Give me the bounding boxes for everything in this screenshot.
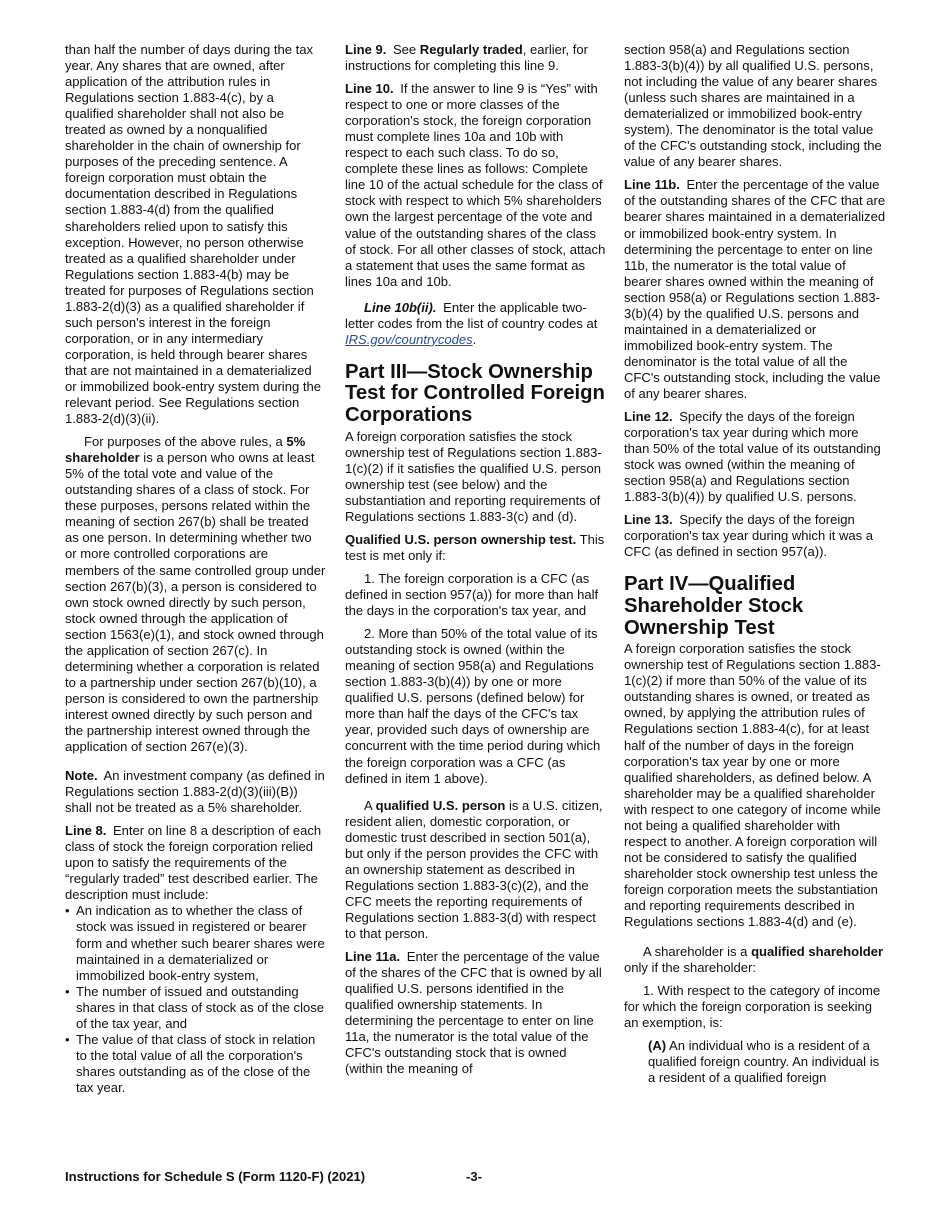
part3-heading: Part III—Stock Ownership Test for Controlled Foreign Corporations (345, 360, 605, 427)
line12-label: Line 12. (624, 409, 673, 425)
line11b-label: Line 11b. (624, 177, 680, 193)
sub-item-text: An individual who is a resident of a qualified foreign country. An individual is a resident of a qualified foreign (648, 1038, 880, 1086)
line13-text: Specify the days of the foreign corporation's tax year during which it was a CFC (as defined in section 957(a)). (624, 512, 874, 560)
line10-text: If the answer to line 9 is “Yes” with respect to one or more classes of the corporation's stock, the foreign corporation must complete lines 10a and 10b with respect to each such class. To do so, complete these lines as follows: Complete line 10 of the actual schedule for the class of stock with respect to which 5% shareholders own the largest percentage of the vote and value of the outstanding shares of the class of stock. For all other classes of stock, attach a statement that uses the same format as lines 10a and 10b. (345, 81, 606, 289)
line8-bullet-list (65, 903, 326, 1096)
text-run: A shareholder is a (643, 944, 752, 960)
list-item: 1. With respect to the category of income for which the foreign corporation is seeking an exemption, is: (624, 983, 881, 1031)
page-number: -3- (466, 1169, 482, 1184)
qualified-test-label: Qualified U.S. person ownership test. (345, 531, 577, 547)
line13-paragraph (624, 512, 886, 560)
paragraph-attribution-rules: than half the number of days during the tax year. Any shares that are owned, after application of the attribution rules in Regulations section 1.883-4(c), by a qualified shareholder shall not also be treated as owned by a nonqualified shareholder in the chain of ownership for purposes of the preceding sentence. A foreign corporation must obtain the documentation described in Regulations section 1.883-4(d) from the qualified shareholders relied upon to satisfy this exception. However, no person otherwise treated as a qualified shareholder under Regulations section 1.883-4(b) may be treated for purposes of Regulations section 1.883-2(d)(3) as a qualified shareholder if such person's interest in the foreign corporation, or in any intermediary corporation, is held through bearer shares that are not maintained in a dematerialized or immobilized book-entry system during the relevant period. See Regulations section 1.883-2(d)(3)(ii). (65, 42, 321, 427)
line11b-paragraph (624, 177, 886, 402)
column-right (624, 42, 886, 1093)
text-run: is a person who owns at least 5% of the total vote and value of the outstanding shares of a class of stock. For these purposes, persons related within the meaning of section 267(b) shall be treated as one person. In determining whether two or more controlled corporations are members of the same controlled group under section 267(b)(3), a person is considered to own stock owned directly by such person, stock owned through the application of section 1563(e)(1), and stock owned through the application of section 267(c). In determining whether a corporation is related to a partnership under section 267(b)(10), a person is considered to own the partnership interest owned directly by such person and the partnership interest owned through the application of section 267(e)(3). (65, 450, 326, 755)
line11a-paragraph (345, 949, 607, 1077)
column-left (65, 42, 326, 1102)
sub-item-a (624, 1038, 886, 1086)
part3-intro: A foreign corporation satisfies the stock ownership test of Regulations section 1.883-1(c)(2) if it satisfies the qualified U.S. person ownership test (see below) and the substantiation and reporting requirements of Regulations sections 1.883-3(c) and (d). (345, 428, 602, 524)
qualified-test-text: This test is met only if: (345, 531, 605, 563)
text-run: See (392, 42, 420, 57)
country-codes-link[interactable]: IRS.gov/countrycodes (345, 331, 473, 347)
line11a-continuation: section 958(a) and Regulations section 1.883-3(b)(4)) by all qualified U.S. persons, not including the value of any bearer shares (unless such shares are maintained in a dematerialized or immobilized book-entry system). The denominator is the total value of the CFC's outstanding stock, including the value of any bearer shares. (624, 42, 882, 170)
line10b-paragraph (345, 300, 607, 348)
paragraph-5pct-shareholder (65, 434, 326, 755)
text-run: is a U.S. citizen, resident alien, domestic corporation, or domestic trust described in section 501(a), but only if the person provides the CFC with an ownership statement as described in Regulations section 1.883-3(c)(2), and the CFC meets the reporting requirements of Regulations section 1.883-3(d) with respect to that person. (345, 797, 603, 941)
page-footer (65, 1169, 885, 1184)
text-run: A (364, 797, 376, 813)
line12-text: Specify the days of the foreign corporation's tax year during which more than 50% of the total value of its outstanding stock was owned (within the meaning of section 958(a) and Regulations section 1.883-3(b)(4)) by qualified U.S. persons. (624, 409, 881, 505)
column-middle (345, 42, 607, 1084)
sub-item-label: (A) (648, 1038, 667, 1054)
defined-term: qualified shareholder (751, 944, 884, 960)
line10-paragraph (345, 81, 607, 290)
line9-label: Line 9. (345, 42, 387, 57)
defined-term: 5% shareholder (65, 434, 306, 466)
line8-label: Line 8. (65, 823, 107, 839)
text-run: For purposes of the above rules, a (84, 434, 287, 450)
list-item: • The value of that class of stock in relation to the total value of all the corporation's shares outstanding as of the close of the tax year. (65, 1032, 326, 1096)
line10-label: Line 10. (345, 81, 394, 97)
qualified-shareholder-paragraph (624, 944, 886, 976)
part4-intro: A foreign corporation satisfies the stock ownership test of Regulations section 1.883-1(c)(2) if more than 50% of the value of its outstanding shares is owned, or treated as owned, by applying the attribution rules of Regulations section 1.883-4(c), for at least half of the number of days in the foreign corporation's tax year by one or more qualified shareholders, as defined below. A shareholder may be a qualified shareholder with respect to one category of income while not being a qualified shareholder with respect to another. A foreign corporation will not be considered to satisfy the qualified shareholder stock ownership test unless the foreign corporation meets the substantiation and reporting requirements described in Regulations sections 1.883-4(d) and (e). (624, 641, 881, 930)
footer-title: Instructions for Schedule S (Form 1120-F) (2021) (65, 1169, 366, 1184)
part4-heading: Part IV—Qualified Shareholder Stock Ownership Test (624, 573, 804, 639)
text-run: . (472, 331, 477, 347)
line11b-text: Enter the percentage of the value of the outstanding shares of the CFC that are bearer shares maintained in a dematerialized or immobilized book-entry system. In determining the percentage to enter on line 11b, the numerator is the total value of bearer shares owned within the meaning of section 958(a) or Regulations section 1.883-3(b)(4) by the qualified U.S. persons and maintained in a dematerialized or immobilized book-entry system. The denominator is the total value of all the CFC's outstanding stock, including the value of any bearer shares. (624, 177, 886, 401)
list-item: 2. More than 50% of the total value of its outstanding stock is owned (within the meaning of section 958(a) and Regulations section 1.883-3(b)(4)) by one or more qualified U.S. persons (defined below) for more than half the days of the CFC's tax year, provided such days of ownership are concurrent with the time period during which the foreign corporation was a CFC (as defined in item 1 above). (345, 626, 601, 786)
line11a-text: Enter the percentage of the value of the shares of the CFC that is owned by all qualified U.S. persons identified in the qualified ownership statements. In determining the percentage to enter on line 11a, the numerator is the total value of the CFC's outstanding stock that is owned (within the meaning of (345, 949, 602, 1077)
defined-term: qualified U.S. person (375, 797, 506, 813)
qualified-test-paragraph (345, 532, 607, 564)
line9-paragraph (345, 42, 607, 74)
list-item: • The number of issued and outstanding shares in that class of stock as of the close of the tax year, and (65, 984, 326, 1032)
text-run: only if the shareholder: (624, 960, 756, 976)
list-item: 1. The foreign corporation is a CFC (as defined in section 957(a)) for more than half the days in the corporation's tax year, and (345, 571, 599, 619)
line12-paragraph (624, 409, 886, 505)
line10b-label: Line 10b(ii). (364, 299, 437, 315)
note-label: Note. (65, 768, 98, 784)
line8-text: Enter on line 8 a description of each class of stock the foreign corporation relied upon to satisfy the requirements of the “regularly traded” test described earlier. The description must include: (65, 823, 322, 903)
qualified-person-paragraph (345, 798, 607, 942)
text-run: , earlier, for instructions for completing this line 9. (345, 42, 589, 74)
line11a-label: Line 11a. (345, 949, 401, 965)
list-item: • An indication as to whether the class of stock was issued in registered or bearer form and whether such bearer shares were maintained in a dematerialized or immobilized book-entry system, (65, 903, 326, 983)
line8-paragraph (65, 823, 326, 903)
note-paragraph (65, 768, 326, 816)
text-run: Enter the applicable two-letter codes from the list of country codes at (345, 299, 598, 331)
line13-label: Line 13. (624, 512, 673, 528)
defined-term: Regularly traded (419, 42, 523, 57)
note-text: An investment company (as defined in Regulations section 1.883-2(d)(3)(iii)(B)) shall not be treated as a 5% shareholder. (65, 768, 325, 816)
